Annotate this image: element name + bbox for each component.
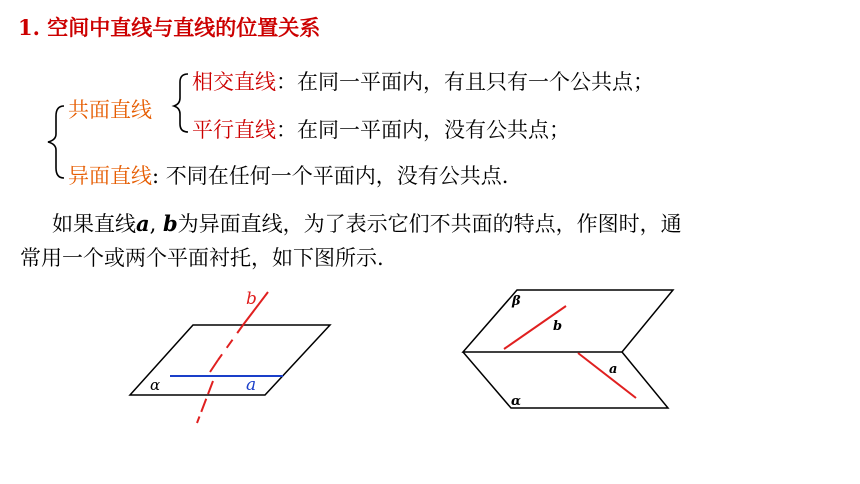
parallel-desc: ：在同一平面内，没有公共点； <box>276 118 570 142</box>
plane-beta <box>463 290 673 352</box>
intersecting-desc: ：在同一平面内，有且只有一个公共点； <box>276 70 654 94</box>
variable-a: a <box>136 211 150 236</box>
parallel-term: 平行直线 <box>192 118 276 142</box>
skew-desc: : 不同在任何一个平面内，没有公共点. <box>152 164 509 188</box>
label-alpha: α <box>150 376 161 394</box>
intersecting-term: 相交直线 <box>192 70 276 94</box>
section-title: 1. 空间中直线与直线的位置关系 <box>18 15 321 40</box>
variable-b: b <box>162 211 178 236</box>
line-a <box>578 353 636 398</box>
coplanar-label: 共面直线 <box>68 98 152 122</box>
paragraph-text: 如果直线 <box>52 212 136 236</box>
comma: , <box>149 212 163 236</box>
label-b: b <box>553 319 563 334</box>
label-beta: β <box>512 294 521 309</box>
label-b: b <box>246 289 257 309</box>
paragraph-line-2: 常用一个或两个平面衬托，如下图所示. <box>20 246 384 270</box>
label-alpha: α <box>511 394 522 409</box>
skew-term: 异面直线 <box>68 164 152 188</box>
label-a: a <box>246 375 257 395</box>
label-a: a <box>609 362 618 377</box>
paragraph-text: 为异面直线，为了表示它们不共面的特点，作图时，通 <box>177 212 682 236</box>
plane-alpha <box>463 352 668 408</box>
